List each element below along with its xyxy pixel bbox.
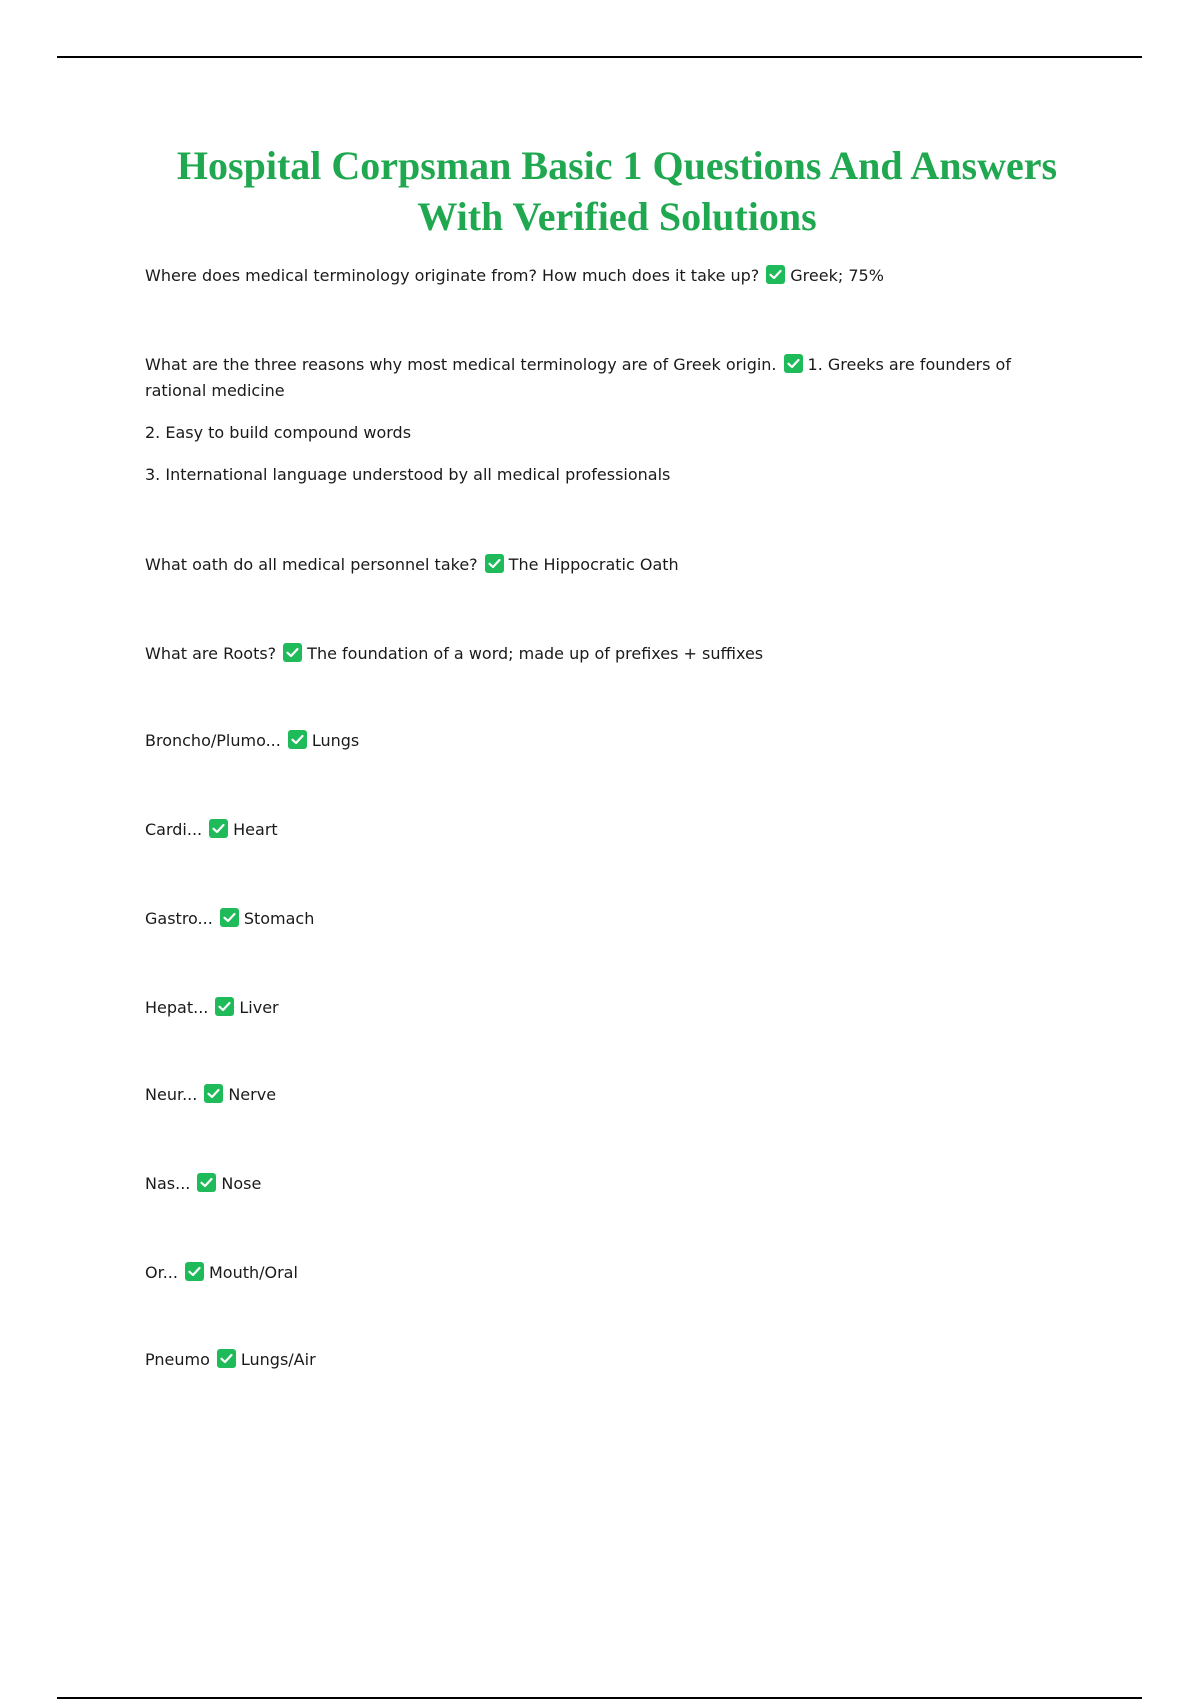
- check-box-icon: [485, 554, 504, 573]
- question-text: Neur...: [145, 1085, 198, 1104]
- answer-text: Greek; 75%: [790, 266, 884, 285]
- qa-item: [145, 1171, 1045, 1213]
- question-text: Where does medical terminology originate from? How much does it take up?: [145, 266, 760, 285]
- check-box-icon: [766, 265, 785, 284]
- answer-text: Mouth/Oral: [208, 1263, 298, 1282]
- question-text: Hepat...: [145, 998, 209, 1017]
- question-text: Gastro...: [145, 909, 213, 928]
- qa-item: [145, 1082, 1045, 1124]
- question-text: What are the three reasons why most medical terminology are of Greek origin.: [145, 355, 777, 374]
- check-box-icon: [185, 1262, 204, 1281]
- qa-item: [145, 995, 1045, 1037]
- qa-item: [145, 1347, 1045, 1389]
- check-box-icon: [283, 643, 302, 662]
- answer-text: Lungs: [311, 731, 360, 750]
- question-text: Nas...: [145, 1174, 191, 1193]
- question-text: Or...: [145, 1263, 178, 1282]
- qa-item: [145, 552, 1045, 594]
- answer-text: The Hippocratic Oath: [508, 555, 679, 574]
- answer-text: Lungs/Air: [240, 1350, 316, 1369]
- question-text: What oath do all medical personnel take?: [145, 555, 478, 574]
- answer-text: Nose: [221, 1174, 262, 1193]
- answer-extra-line: 3. International language understood by all medical professionals: [145, 465, 671, 484]
- qa-item: [145, 728, 1045, 770]
- qa-item: [145, 817, 1045, 859]
- question-text: Broncho/Plumo...: [145, 731, 281, 750]
- check-box-icon: [784, 354, 803, 373]
- question-text: What are Roots?: [145, 644, 277, 663]
- check-box-icon: [215, 997, 234, 1016]
- check-box-icon: [217, 1349, 236, 1368]
- answer-text: 1. Greeks are founders of rational medicine: [145, 355, 1011, 400]
- question-text: Pneumo: [145, 1350, 210, 1369]
- qa-item: [145, 641, 1045, 683]
- answer-text: Heart: [233, 820, 278, 839]
- qa-item: [145, 352, 1045, 504]
- answer-text: Nerve: [228, 1085, 277, 1104]
- question-text: Cardi...: [145, 820, 203, 839]
- qa-item: [145, 906, 1045, 948]
- title-line-2: With Verified Solutions: [417, 194, 817, 239]
- check-box-icon: [209, 819, 228, 838]
- answer-text: Liver: [239, 998, 279, 1017]
- document-title: [100, 140, 1134, 242]
- footer-rule: [57, 1697, 1142, 1699]
- answer-text: Stomach: [243, 909, 315, 928]
- answer-extra-line: 2. Easy to build compound words: [145, 423, 412, 442]
- check-box-icon: [288, 730, 307, 749]
- answer-text: The foundation of a word; made up of prefixes + suffixes: [307, 644, 764, 663]
- check-box-icon: [220, 908, 239, 927]
- check-box-icon: [197, 1173, 216, 1192]
- qa-item: [145, 263, 1045, 305]
- check-box-icon: [204, 1084, 223, 1103]
- header-rule: [57, 56, 1142, 58]
- title-line-1: Hospital Corpsman Basic 1 Questions And Answers: [176, 143, 1058, 188]
- qa-item: [145, 1260, 1045, 1302]
